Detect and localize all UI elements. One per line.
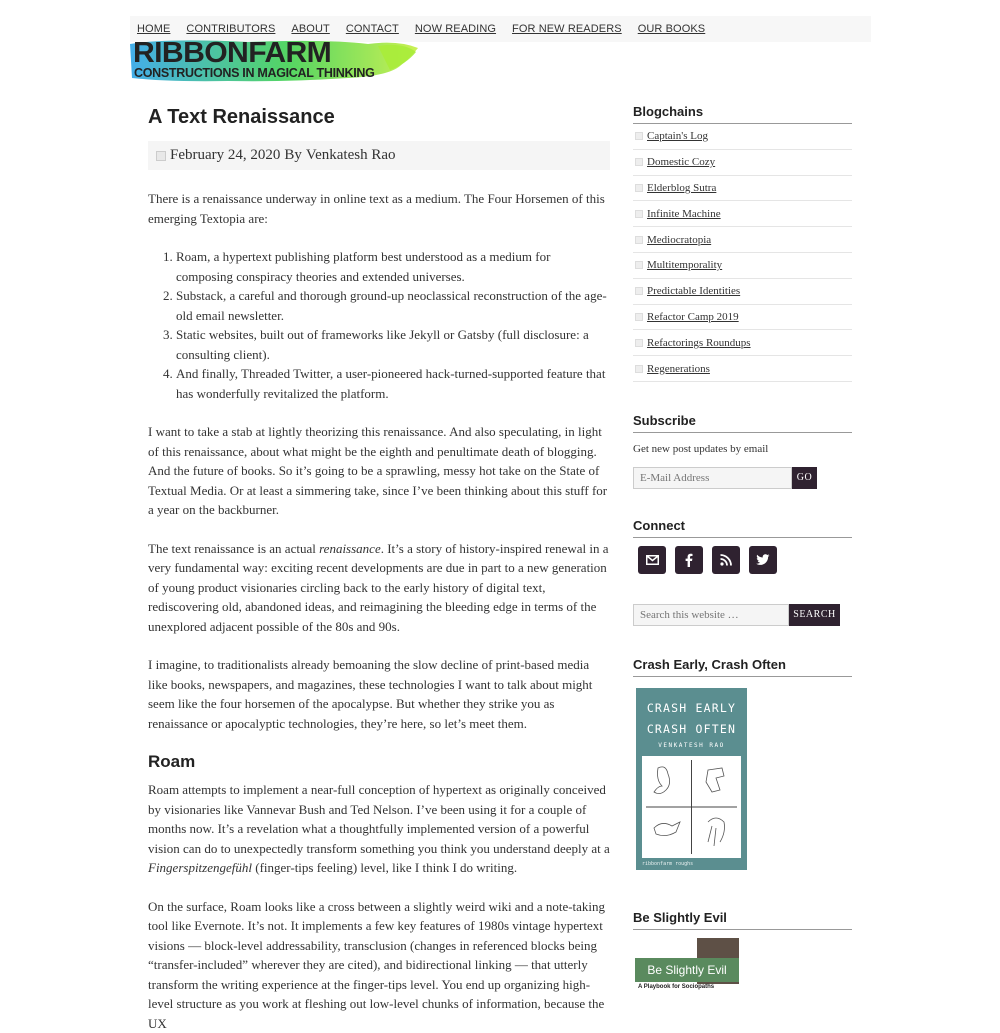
nav-home[interactable]: HOME	[137, 23, 170, 35]
site-logo[interactable]	[128, 36, 428, 86]
list-item	[633, 330, 852, 356]
fingerspitzengefuhl-link[interactable]: Fingerspitzengefühl	[148, 860, 252, 875]
book-cover-footer: ribbonfarm roughs	[642, 861, 693, 867]
list-item	[633, 279, 852, 305]
book-cover-line: CRASH OFTEN	[636, 719, 747, 740]
book-cover-title	[636, 698, 747, 740]
emphasis-renaissance: renaissance	[319, 541, 381, 556]
nav-for-new-readers[interactable]: FOR NEW READERS	[512, 23, 622, 35]
paragraph-traditionalists: I imagine, to traditionalists already bemoaning the slow decline of print-based media like books, newspapers, and magazines, these technologies I want to talk about might seem like the four horsemen of the apocalypse. But whether they strike you as renaissance or apocalyptic technologies, they’re here, so let’s meet them.	[148, 655, 610, 733]
blogchain-link[interactable]: Refactor Camp 2019	[647, 311, 739, 323]
paragraph-text: . It’s a story of history-inspired renewal in a very fundamental way: exciting recent developments are due in part to a new generation of young product visionaries circling back to the early history of digital text, rediscovering old, abandoned ideas, and reimagining the bleeding edge in terms of the unexplored adjacent possible of the 80s and 90s.	[148, 541, 609, 634]
list-item	[176, 247, 610, 286]
list-item	[176, 286, 610, 325]
nav-contact[interactable]: CONTACT	[346, 23, 399, 35]
book-cover-label: Be Slightly Evil	[635, 958, 739, 982]
logo-wordmark: RIBBONFARM	[133, 37, 331, 70]
bullet-icon	[635, 210, 643, 218]
bullet-icon	[635, 339, 643, 347]
bullet-icon	[635, 261, 643, 269]
book-cover-subtitle: A Playbook for Sociopaths	[635, 984, 739, 990]
book-cover-author: VENKATESH RAO	[636, 742, 747, 749]
list-item	[633, 176, 852, 202]
blogchains-title: Blogchains	[633, 104, 852, 124]
bullet-icon	[635, 365, 643, 373]
blogchain-link[interactable]: Elderblog Sutra	[647, 182, 716, 194]
bullet-icon	[635, 313, 643, 321]
list-item	[633, 253, 852, 279]
subscribe-text: Get new post updates by email	[633, 443, 852, 455]
envelope-icon[interactable]	[638, 546, 666, 574]
search-form	[633, 604, 852, 626]
list-item	[176, 325, 610, 364]
search-input[interactable]	[633, 604, 789, 626]
list-item	[633, 124, 852, 150]
bullet-icon	[635, 132, 643, 140]
be-slightly-evil-title: Be Slightly Evil	[633, 910, 852, 930]
twitter-icon[interactable]	[749, 546, 777, 574]
four-horsemen-list	[148, 247, 610, 403]
blogchain-link[interactable]: Domestic Cozy	[647, 156, 715, 168]
jekyll-link[interactable]: Jekyll	[409, 327, 440, 342]
post-author-link[interactable]: Venkatesh Rao	[306, 147, 396, 164]
bullet-icon	[635, 158, 643, 166]
list-item-text: or	[440, 327, 457, 342]
blogchain-link[interactable]: Captain's Log	[647, 130, 708, 142]
blogchain-link[interactable]: Predictable Identities	[647, 285, 740, 297]
blogchain-link[interactable]: Infinite Machine	[647, 208, 721, 220]
list-item-text: , a user-pioneered hack-turned-supported feature that has wonderfully revitalized the platform.	[176, 366, 605, 401]
rss-icon[interactable]	[712, 546, 740, 574]
subscribe-form	[633, 467, 852, 489]
search-button[interactable]: SEARCH	[789, 604, 840, 626]
bullet-icon	[635, 184, 643, 192]
nav-about[interactable]: ABOUT	[291, 23, 329, 35]
book-cover-illustration	[642, 756, 741, 858]
be-slightly-evil-widget	[633, 930, 852, 990]
post-date: February 24, 2020	[170, 147, 280, 164]
connect-title: Connect	[633, 518, 852, 538]
list-item	[633, 201, 852, 227]
paragraph-text: (finger-tips feeling) level, like I think I do writing.	[252, 860, 517, 875]
section-heading-roam: Roam	[148, 752, 610, 772]
paragraph-intro: There is a renaissance underway in online text as a medium. The Four Horsemen of this emerging Textopia are:	[148, 189, 610, 228]
calendar-icon	[156, 151, 166, 161]
social-icons	[638, 546, 852, 574]
blogchain-link[interactable]: Regenerations	[647, 363, 710, 375]
bullet-icon	[635, 287, 643, 295]
blogchain-link[interactable]: Multitemporality	[647, 259, 722, 271]
paragraph-roam-surface: On the surface, Roam looks like a cross between a slightly weird wiki and a note-taking tool like Evernote. It’s not. It implements a few key features of 1980s vintage hypertext visions — block-level addressability, transclusion (changes in referenced blocks being “transfer-included” wherever they are cited), and bidirectional linking — that utterly transform the writing experience at the finger-tips level. You end up organizing high-level structure as you work at fleshing out low-level chunks of information, because the UX	[148, 897, 610, 1033]
bullet-icon	[635, 236, 643, 244]
paragraph-roam-intro	[148, 780, 610, 878]
nav-contributors[interactable]: CONTRIBUTORS	[186, 23, 275, 35]
post-meta	[148, 141, 610, 170]
list-item	[633, 227, 852, 253]
list-item-text: , a careful and thorough ground-up neoclassical reconstruction of the age-old email newsletter.	[176, 288, 607, 323]
crash-early-title: Crash Early, Crash Often	[633, 657, 852, 677]
nav-now-reading[interactable]: NOW READING	[415, 23, 496, 35]
crash-early-book-cover[interactable]	[636, 688, 747, 870]
list-item	[176, 364, 610, 403]
crash-early-widget	[633, 677, 852, 887]
post-title[interactable]: A Text Renaissance	[148, 106, 610, 129]
facebook-icon[interactable]	[675, 546, 703, 574]
logo-tagline: CONSTRUCTIONS IN MAGICAL THINKING	[134, 66, 375, 80]
email-field[interactable]	[633, 467, 792, 489]
post-by: By	[284, 147, 302, 164]
blogchains-list	[633, 124, 852, 382]
sidebar	[633, 100, 852, 990]
article	[148, 100, 610, 1033]
blogchain-link[interactable]: Refactorings Roundups	[647, 337, 751, 349]
nav-our-books[interactable]: OUR BOOKS	[638, 23, 706, 35]
list-item	[633, 305, 852, 331]
be-slightly-evil-book-cover[interactable]	[635, 938, 739, 990]
list-item-text: , a hypertext publishing platform best understood as a medium for composing conspiracy theories and extended universes.	[176, 249, 550, 284]
paragraph-text: The text renaissance is an actual	[148, 541, 319, 556]
book-cover-line: CRASH EARLY	[636, 698, 747, 719]
list-item-text: (full disclosure: a consulting client).	[176, 327, 589, 362]
subscribe-title: Subscribe	[633, 413, 852, 433]
substack-link[interactable]: Substack	[176, 288, 223, 303]
list-item	[633, 356, 852, 382]
roam-link[interactable]: Roam	[176, 249, 207, 264]
list-item-text: And finally,	[176, 366, 241, 381]
paragraph-theorizing: I want to take a stab at lightly theorizing this renaissance. And also speculating, in light of this renaissance, about what might be the eighth and penultimate death of blogging. And the future of books. So it’s going to be a sprawling, messy hot take on the State of Textual Media. Or at least a simmering take, since I’ve been thinking about this stuff for a year on the backburner.	[148, 422, 610, 520]
gatsby-link[interactable]: Gatsby	[458, 327, 495, 342]
threaded-twitter-link[interactable]: Threaded Twitter	[241, 366, 330, 381]
go-button[interactable]: GO	[792, 467, 817, 489]
list-item	[633, 150, 852, 176]
blogchain-link[interactable]: Mediocratopia	[647, 234, 711, 246]
paragraph-text: Roam attempts to implement a near-full conception of hypertext as originally conceived by visionaries like Vannevar Bush and Ted Nelson. I’ve been using it for a couple of months now. It’s a revelation what a thoughtfully implemented version of a powerful vision can do to unexpectedly transform something you think you understand deeply at a	[148, 782, 610, 856]
paragraph-renaissance	[148, 539, 610, 637]
list-item-text: Static websites, built out of frameworks like	[176, 327, 409, 342]
